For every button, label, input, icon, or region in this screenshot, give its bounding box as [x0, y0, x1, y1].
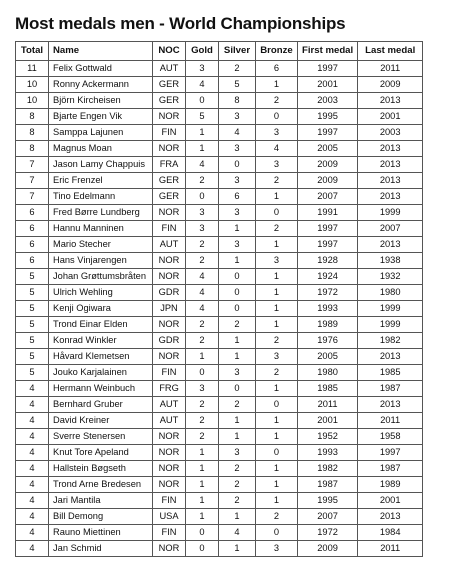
cell-last-medal: 2013 [358, 157, 423, 173]
column-header-silver: Silver [219, 42, 256, 61]
cell-first-medal: 1980 [298, 365, 358, 381]
cell-name: Kenji Ogiwara [49, 301, 153, 317]
cell-noc: NOR [153, 445, 186, 461]
cell-last-medal: 2013 [358, 397, 423, 413]
cell-silver: 1 [219, 509, 256, 525]
cell-noc: GER [153, 93, 186, 109]
table-row [16, 221, 423, 237]
cell-name: Tino Edelmann [49, 189, 153, 205]
table-row [16, 413, 423, 429]
cell-total: 10 [16, 93, 49, 109]
cell-bronze: 0 [256, 525, 298, 541]
cell-last-medal: 2013 [358, 93, 423, 109]
cell-gold: 2 [186, 237, 219, 253]
cell-noc: NOR [153, 541, 186, 557]
table-row [16, 493, 423, 509]
cell-last-medal: 1999 [358, 205, 423, 221]
cell-gold: 1 [186, 141, 219, 157]
table-row [16, 77, 423, 93]
cell-name: Eric Frenzel [49, 173, 153, 189]
cell-gold: 1 [186, 445, 219, 461]
cell-name: Jari Mantila [49, 493, 153, 509]
cell-first-medal: 1997 [298, 125, 358, 141]
cell-name: Hermann Weinbuch [49, 381, 153, 397]
table-row [16, 461, 423, 477]
cell-gold: 0 [186, 93, 219, 109]
cell-name: David Kreiner [49, 413, 153, 429]
cell-first-medal: 1972 [298, 525, 358, 541]
cell-noc: FIN [153, 525, 186, 541]
table-row [16, 189, 423, 205]
cell-total: 5 [16, 269, 49, 285]
cell-last-medal: 1997 [358, 445, 423, 461]
cell-silver: 3 [219, 205, 256, 221]
cell-total: 7 [16, 173, 49, 189]
cell-name: Konrad Winkler [49, 333, 153, 349]
cell-first-medal: 1997 [298, 61, 358, 77]
cell-gold: 0 [186, 189, 219, 205]
cell-first-medal: 2009 [298, 173, 358, 189]
cell-silver: 5 [219, 77, 256, 93]
cell-first-medal: 1952 [298, 429, 358, 445]
cell-gold: 0 [186, 365, 219, 381]
cell-total: 8 [16, 109, 49, 125]
cell-total: 5 [16, 285, 49, 301]
cell-name: Trond Arne Bredesen [49, 477, 153, 493]
cell-noc: NOR [153, 477, 186, 493]
cell-total: 6 [16, 205, 49, 221]
cell-name: Jason Lamy Chappuis [49, 157, 153, 173]
cell-name: Bernhard Gruber [49, 397, 153, 413]
cell-first-medal: 2003 [298, 93, 358, 109]
cell-name: Samppa Lajunen [49, 125, 153, 141]
cell-first-medal: 1989 [298, 317, 358, 333]
table-row [16, 125, 423, 141]
cell-first-medal: 1972 [298, 285, 358, 301]
cell-last-medal: 2013 [358, 173, 423, 189]
cell-gold: 5 [186, 109, 219, 125]
cell-silver: 1 [219, 413, 256, 429]
cell-noc: NOR [153, 317, 186, 333]
table-row [16, 157, 423, 173]
table-row [16, 509, 423, 525]
cell-last-medal: 1984 [358, 525, 423, 541]
cell-last-medal: 1958 [358, 429, 423, 445]
cell-total: 6 [16, 253, 49, 269]
cell-noc: FIN [153, 365, 186, 381]
cell-noc: GER [153, 189, 186, 205]
cell-last-medal: 1999 [358, 301, 423, 317]
table-row [16, 205, 423, 221]
cell-last-medal: 2013 [358, 349, 423, 365]
cell-first-medal: 1928 [298, 253, 358, 269]
cell-gold: 0 [186, 525, 219, 541]
cell-noc: NOR [153, 349, 186, 365]
cell-total: 10 [16, 77, 49, 93]
cell-last-medal: 1980 [358, 285, 423, 301]
cell-bronze: 1 [256, 269, 298, 285]
cell-gold: 2 [186, 173, 219, 189]
column-header-last-medal: Last medal [358, 42, 423, 61]
table-row [16, 397, 423, 413]
cell-last-medal: 1999 [358, 317, 423, 333]
table-row [16, 349, 423, 365]
cell-first-medal: 2005 [298, 141, 358, 157]
table-row [16, 301, 423, 317]
cell-name: Ronny Ackermann [49, 77, 153, 93]
cell-gold: 1 [186, 461, 219, 477]
cell-noc: NOR [153, 253, 186, 269]
cell-bronze: 1 [256, 77, 298, 93]
cell-bronze: 1 [256, 429, 298, 445]
page-title: Most medals men - World Championships [15, 14, 346, 33]
cell-first-medal: 2011 [298, 397, 358, 413]
cell-gold: 0 [186, 541, 219, 557]
cell-gold: 1 [186, 509, 219, 525]
table-row [16, 237, 423, 253]
cell-bronze: 1 [256, 285, 298, 301]
cell-bronze: 1 [256, 413, 298, 429]
cell-total: 4 [16, 525, 49, 541]
cell-silver: 4 [219, 125, 256, 141]
cell-gold: 1 [186, 125, 219, 141]
cell-gold: 4 [186, 157, 219, 173]
cell-bronze: 2 [256, 365, 298, 381]
cell-gold: 2 [186, 253, 219, 269]
cell-silver: 2 [219, 397, 256, 413]
cell-total: 4 [16, 397, 49, 413]
cell-gold: 4 [186, 285, 219, 301]
cell-bronze: 1 [256, 301, 298, 317]
cell-last-medal: 2003 [358, 125, 423, 141]
cell-silver: 1 [219, 429, 256, 445]
cell-last-medal: 1982 [358, 333, 423, 349]
cell-noc: USA [153, 509, 186, 525]
cell-total: 6 [16, 237, 49, 253]
cell-total: 8 [16, 141, 49, 157]
cell-silver: 1 [219, 349, 256, 365]
cell-gold: 4 [186, 77, 219, 93]
cell-silver: 0 [219, 301, 256, 317]
cell-bronze: 2 [256, 509, 298, 525]
cell-first-medal: 2001 [298, 413, 358, 429]
cell-name: Sverre Stenersen [49, 429, 153, 445]
cell-first-medal: 1993 [298, 445, 358, 461]
cell-silver: 3 [219, 445, 256, 461]
cell-total: 4 [16, 429, 49, 445]
cell-noc: NOR [153, 269, 186, 285]
cell-name: Ulrich Wehling [49, 285, 153, 301]
cell-first-medal: 2007 [298, 509, 358, 525]
cell-last-medal: 2011 [358, 61, 423, 77]
cell-silver: 3 [219, 173, 256, 189]
cell-bronze: 2 [256, 173, 298, 189]
column-header-noc: NOC [153, 42, 186, 61]
cell-first-medal: 1997 [298, 237, 358, 253]
cell-last-medal: 1989 [358, 477, 423, 493]
table-row [16, 285, 423, 301]
cell-total: 4 [16, 445, 49, 461]
cell-first-medal: 1976 [298, 333, 358, 349]
cell-first-medal: 1995 [298, 109, 358, 125]
cell-first-medal: 1991 [298, 205, 358, 221]
cell-noc: NOR [153, 205, 186, 221]
table-row [16, 173, 423, 189]
cell-bronze: 2 [256, 333, 298, 349]
cell-total: 4 [16, 477, 49, 493]
cell-gold: 3 [186, 381, 219, 397]
cell-silver: 4 [219, 525, 256, 541]
cell-first-medal: 1993 [298, 301, 358, 317]
table-row [16, 109, 423, 125]
cell-bronze: 0 [256, 445, 298, 461]
cell-noc: GDR [153, 333, 186, 349]
cell-last-medal: 2001 [358, 493, 423, 509]
cell-name: Hannu Manninen [49, 221, 153, 237]
cell-noc: FRG [153, 381, 186, 397]
cell-silver: 0 [219, 269, 256, 285]
cell-noc: FIN [153, 221, 186, 237]
cell-silver: 3 [219, 237, 256, 253]
cell-last-medal: 2013 [358, 189, 423, 205]
cell-bronze: 2 [256, 93, 298, 109]
cell-name: Jouko Karjalainen [49, 365, 153, 381]
cell-total: 4 [16, 493, 49, 509]
cell-silver: 8 [219, 93, 256, 109]
cell-gold: 2 [186, 333, 219, 349]
cell-last-medal: 1987 [358, 461, 423, 477]
cell-total: 5 [16, 349, 49, 365]
cell-last-medal: 2013 [358, 509, 423, 525]
cell-name: Björn Kircheisen [49, 93, 153, 109]
cell-name: Mario Stecher [49, 237, 153, 253]
cell-total: 5 [16, 333, 49, 349]
medals-table [15, 41, 423, 557]
cell-name: Bjarte Engen Vik [49, 109, 153, 125]
cell-name: Felix Gottwald [49, 61, 153, 77]
cell-last-medal: 1932 [358, 269, 423, 285]
cell-silver: 2 [219, 317, 256, 333]
cell-last-medal: 2011 [358, 413, 423, 429]
cell-gold: 3 [186, 205, 219, 221]
cell-silver: 3 [219, 109, 256, 125]
cell-silver: 0 [219, 381, 256, 397]
table-row [16, 381, 423, 397]
cell-name: Knut Tore Apeland [49, 445, 153, 461]
table-row [16, 61, 423, 77]
cell-silver: 0 [219, 157, 256, 173]
column-header-first-medal: First medal [298, 42, 358, 61]
cell-bronze: 1 [256, 317, 298, 333]
table-row [16, 477, 423, 493]
cell-total: 4 [16, 509, 49, 525]
table-row [16, 445, 423, 461]
cell-noc: NOR [153, 429, 186, 445]
cell-bronze: 3 [256, 541, 298, 557]
cell-silver: 6 [219, 189, 256, 205]
cell-noc: GER [153, 173, 186, 189]
cell-total: 8 [16, 125, 49, 141]
cell-last-medal: 2009 [358, 77, 423, 93]
cell-noc: FRA [153, 157, 186, 173]
cell-noc: GDR [153, 285, 186, 301]
cell-silver: 1 [219, 541, 256, 557]
cell-silver: 1 [219, 221, 256, 237]
cell-bronze: 0 [256, 205, 298, 221]
cell-noc: FIN [153, 125, 186, 141]
table-row [16, 333, 423, 349]
cell-noc: AUT [153, 237, 186, 253]
table-header-row [16, 42, 423, 61]
cell-gold: 4 [186, 301, 219, 317]
cell-total: 4 [16, 381, 49, 397]
cell-name: Bill Demong [49, 509, 153, 525]
cell-total: 4 [16, 413, 49, 429]
cell-first-medal: 1987 [298, 477, 358, 493]
cell-bronze: 6 [256, 61, 298, 77]
cell-bronze: 3 [256, 157, 298, 173]
cell-first-medal: 2001 [298, 77, 358, 93]
cell-gold: 1 [186, 349, 219, 365]
column-header-bronze: Bronze [256, 42, 298, 61]
cell-total: 7 [16, 189, 49, 205]
cell-gold: 3 [186, 61, 219, 77]
cell-silver: 2 [219, 61, 256, 77]
cell-first-medal: 1997 [298, 221, 358, 237]
cell-bronze: 1 [256, 237, 298, 253]
cell-last-medal: 2001 [358, 109, 423, 125]
cell-last-medal: 2011 [358, 541, 423, 557]
cell-name: Håvard Klemetsen [49, 349, 153, 365]
cell-total: 5 [16, 317, 49, 333]
cell-last-medal: 2013 [358, 237, 423, 253]
cell-noc: AUT [153, 397, 186, 413]
cell-gold: 1 [186, 477, 219, 493]
table-row [16, 429, 423, 445]
cell-last-medal: 1938 [358, 253, 423, 269]
cell-first-medal: 1995 [298, 493, 358, 509]
cell-silver: 2 [219, 477, 256, 493]
cell-bronze: 4 [256, 141, 298, 157]
cell-last-medal: 1987 [358, 381, 423, 397]
cell-total: 5 [16, 365, 49, 381]
cell-silver: 3 [219, 141, 256, 157]
cell-gold: 2 [186, 397, 219, 413]
cell-first-medal: 1985 [298, 381, 358, 397]
cell-bronze: 3 [256, 125, 298, 141]
cell-first-medal: 1924 [298, 269, 358, 285]
cell-total: 4 [16, 541, 49, 557]
cell-noc: FIN [153, 493, 186, 509]
cell-bronze: 0 [256, 397, 298, 413]
cell-noc: NOR [153, 141, 186, 157]
cell-silver: 1 [219, 333, 256, 349]
cell-gold: 2 [186, 413, 219, 429]
cell-last-medal: 2013 [358, 141, 423, 157]
cell-last-medal: 1985 [358, 365, 423, 381]
column-header-name: Name [49, 42, 153, 61]
cell-total: 4 [16, 461, 49, 477]
cell-first-medal: 2007 [298, 189, 358, 205]
cell-silver: 3 [219, 365, 256, 381]
table-row [16, 253, 423, 269]
cell-noc: AUT [153, 61, 186, 77]
table-row [16, 541, 423, 557]
cell-first-medal: 2009 [298, 541, 358, 557]
column-header-total: Total [16, 42, 49, 61]
cell-name: Hans Vinjarengen [49, 253, 153, 269]
cell-silver: 2 [219, 461, 256, 477]
cell-gold: 2 [186, 429, 219, 445]
table-row [16, 141, 423, 157]
cell-total: 11 [16, 61, 49, 77]
cell-noc: AUT [153, 413, 186, 429]
cell-name: Rauno Miettinen [49, 525, 153, 541]
cell-noc: JPN [153, 301, 186, 317]
column-header-gold: Gold [186, 42, 219, 61]
cell-bronze: 1 [256, 461, 298, 477]
cell-total: 5 [16, 301, 49, 317]
table-row [16, 269, 423, 285]
cell-name: Magnus Moan [49, 141, 153, 157]
cell-bronze: 1 [256, 381, 298, 397]
cell-noc: NOR [153, 461, 186, 477]
cell-bronze: 2 [256, 221, 298, 237]
cell-name: Jan Schmid [49, 541, 153, 557]
cell-gold: 2 [186, 317, 219, 333]
cell-name: Hallstein Bøgseth [49, 461, 153, 477]
cell-silver: 1 [219, 253, 256, 269]
cell-total: 6 [16, 221, 49, 237]
table-body [16, 61, 423, 557]
cell-bronze: 1 [256, 493, 298, 509]
cell-gold: 4 [186, 269, 219, 285]
cell-name: Fred Børre Lundberg [49, 205, 153, 221]
cell-noc: GER [153, 77, 186, 93]
cell-bronze: 3 [256, 349, 298, 365]
cell-gold: 3 [186, 221, 219, 237]
cell-silver: 0 [219, 285, 256, 301]
cell-bronze: 3 [256, 253, 298, 269]
cell-last-medal: 2007 [358, 221, 423, 237]
cell-first-medal: 2009 [298, 157, 358, 173]
cell-name: Trond Einar Elden [49, 317, 153, 333]
table-row [16, 93, 423, 109]
table-row [16, 317, 423, 333]
table-row [16, 365, 423, 381]
cell-noc: NOR [153, 109, 186, 125]
cell-first-medal: 2005 [298, 349, 358, 365]
cell-gold: 1 [186, 493, 219, 509]
cell-total: 7 [16, 157, 49, 173]
table-row [16, 525, 423, 541]
cell-silver: 2 [219, 493, 256, 509]
cell-name: Johan Grøttumsbråten [49, 269, 153, 285]
cell-bronze: 0 [256, 109, 298, 125]
cell-bronze: 1 [256, 189, 298, 205]
cell-first-medal: 1982 [298, 461, 358, 477]
cell-bronze: 1 [256, 477, 298, 493]
